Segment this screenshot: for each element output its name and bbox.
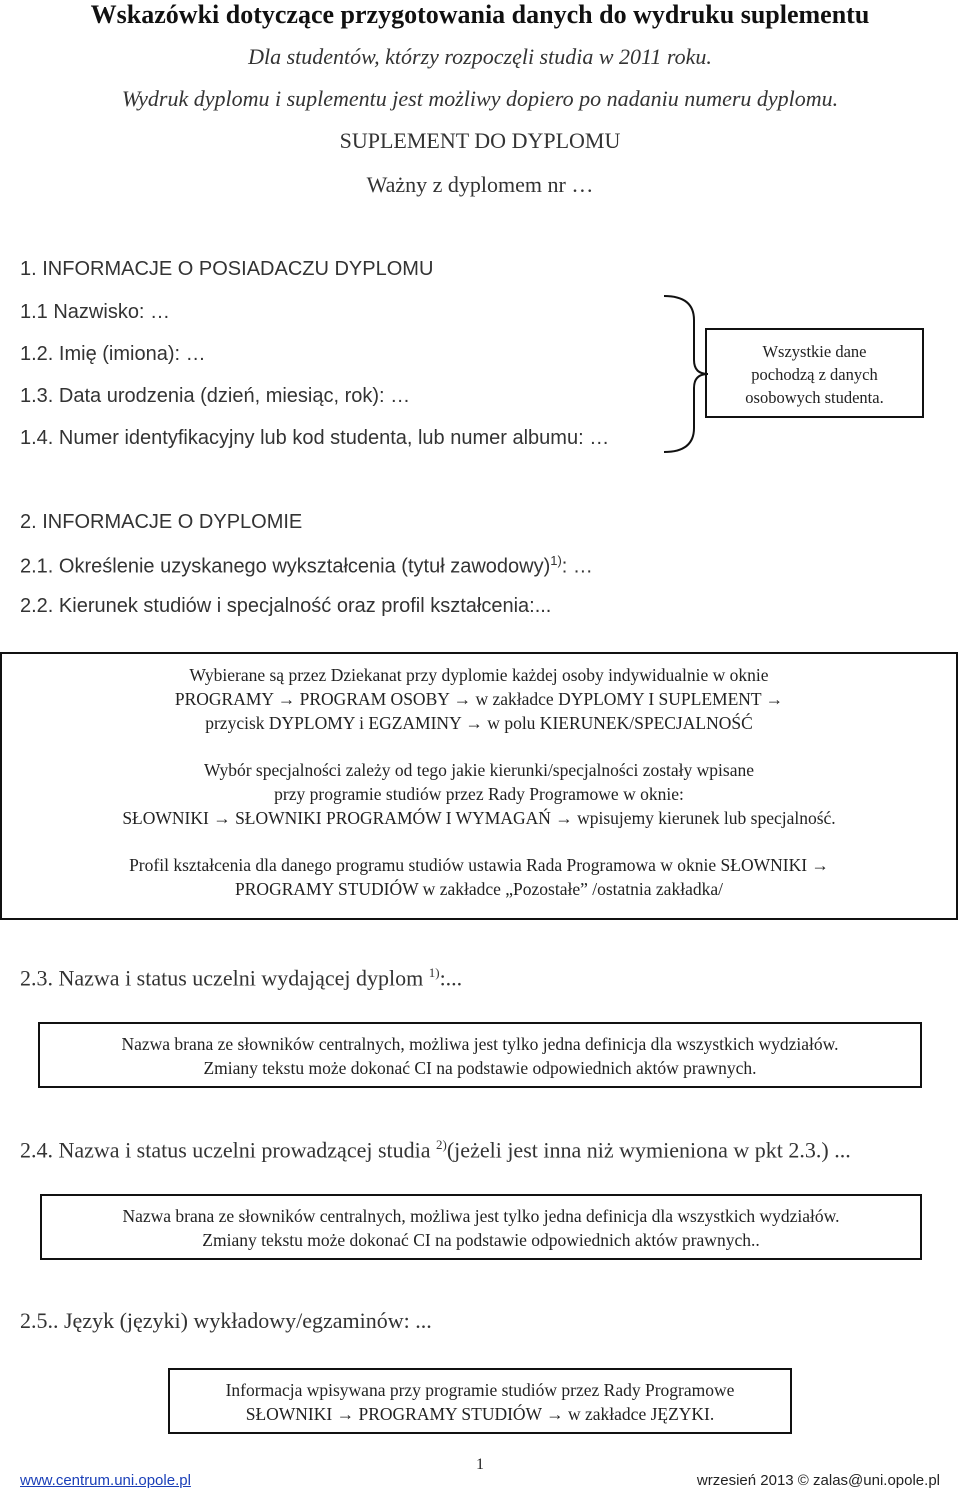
callout-line: Wszystkie dane xyxy=(762,342,867,361)
website-link[interactable]: www.centrum.uni.opole.pl xyxy=(20,1472,191,1489)
info-line: Nazwa brana ze słowników centralnych, możliwa jest tylko jedna definicja dla wszystkich wydziałów. xyxy=(121,1034,839,1054)
field-degree-title xyxy=(20,553,593,579)
page-number: 1 xyxy=(476,1456,484,1473)
callout-line: pochodzą z danych xyxy=(751,365,878,384)
field-issuing-university-label: 2.3. Nazwa i status uczelni wydającej dyplom xyxy=(20,965,424,991)
info-line: przycisk DYPLOMY i EGZAMINY → w polu KIERUNEK/SPECJALNOŚĆ xyxy=(205,713,753,733)
field-first-names: 1.2. Imię (imiona): … xyxy=(20,343,206,365)
subtitle-start-year: Dla studentów, którzy rozpoczęli studia w 2011 roku. xyxy=(248,44,712,69)
info-line: PROGRAMY → PROGRAM OSOBY → w zakładce DYPLOMY I SUPLEMENT → xyxy=(174,689,784,709)
field-teaching-university xyxy=(20,1137,851,1163)
info-line: SŁOWNIKI → PROGRAMY STUDIÓW → w zakładce JĘZYKI. xyxy=(245,1404,715,1424)
curly-brace xyxy=(660,290,710,460)
issuing-university-info-box xyxy=(38,1022,922,1088)
info-line: Zmiany tekstu może dokonać CI na podstawie odpowiednich aktów prawnych.. xyxy=(202,1230,760,1250)
teaching-university-info-box xyxy=(40,1194,922,1260)
field-student-id: 1.4. Numer identyfikacyjny lub kod studenta, lub numer albumu: … xyxy=(20,427,610,449)
section2-heading: 2. INFORMACJE O DYPLOMIE xyxy=(20,511,303,533)
personal-data-callout xyxy=(705,328,924,418)
field-field-of-study: 2.2. Kierunek studiów i specjalność oraz profil kształcenia:... xyxy=(20,595,552,617)
valid-with-diploma: Ważny z dyplomem nr … xyxy=(366,172,594,197)
footnote-ref: 2) xyxy=(436,1137,447,1152)
field-degree-title-label: 2.1. Określenie uzyskanego wykształcenia (tytuł zawodowy) xyxy=(20,555,551,578)
field-degree-title-tail: : … xyxy=(561,555,593,578)
info-line: Wybór specjalności zależy od tego jakie kierunki/specjalności zostały wpisane xyxy=(203,760,754,780)
field-teaching-university-label: 2.4. Nazwa i status uczelni prowadzącej studia xyxy=(20,1137,431,1163)
footer-credit: wrzesień 2013 © zalas@uni.opole.pl xyxy=(696,1472,940,1489)
field-issuing-university-tail: :... xyxy=(439,965,463,991)
section1-heading: 1. INFORMACJE O POSIADACZU DYPLOMU xyxy=(20,258,434,280)
info-line: Nazwa brana ze słowników centralnych, możliwa jest tylko jedna definicja dla wszystkich wydziałów. xyxy=(122,1206,840,1226)
info-line: Zmiany tekstu może dokonać CI na podstawie odpowiednich aktów prawnych. xyxy=(203,1058,757,1078)
field-birth-date: 1.3. Data urodzenia (dzień, miesiąc, rok): … xyxy=(20,385,411,407)
callout-line: osobowych studenta. xyxy=(745,388,884,407)
info-line: Wybierane są przez Dziekanat przy dyplomie każdej osoby indywidualnie w oknie xyxy=(189,665,769,685)
page-title: Wskazówki dotyczące przygotowania danych do wydruku suplementu xyxy=(90,0,870,29)
supplement-heading: SUPLEMENT DO DYPLOMU xyxy=(339,128,621,153)
field-teaching-university-tail: (jeżeli jest inna niż wymieniona w pkt 2.3.) ... xyxy=(446,1137,851,1163)
field-issuing-university xyxy=(20,965,462,991)
subtitle-print-note: Wydruk dyplomu i suplementu jest możliwy dopiero po nadaniu numeru dyplomu. xyxy=(121,86,839,111)
info-line: SŁOWNIKI → SŁOWNIKI PROGRAMÓW I WYMAGAŃ → wpisujemy kierunek lub specjalność. xyxy=(122,808,836,828)
language-info-box xyxy=(168,1368,792,1434)
info-line: PROGRAMY STUDIÓW w zakładce „Pozostałe” /ostatnia zakładka/ xyxy=(235,879,723,899)
info-line: przy programie studiów przez Rady Programowe w oknie: xyxy=(274,784,684,804)
field-of-study-info-box xyxy=(0,652,958,920)
field-language: 2.5.. Język (języki) wykładowy/egzaminów: ... xyxy=(20,1308,432,1333)
field-surname: 1.1 Nazwisko: … xyxy=(20,301,171,323)
info-line: Informacja wpisywana przy programie studiów przez Rady Programowe xyxy=(225,1380,735,1400)
footnote-ref: 1) xyxy=(428,965,440,980)
footnote-ref: 1) xyxy=(550,553,562,568)
info-line: Profil kształcenia dla danego programu studiów ustawia Rada Programowa w oknie SŁOWNIKI → xyxy=(129,855,829,875)
